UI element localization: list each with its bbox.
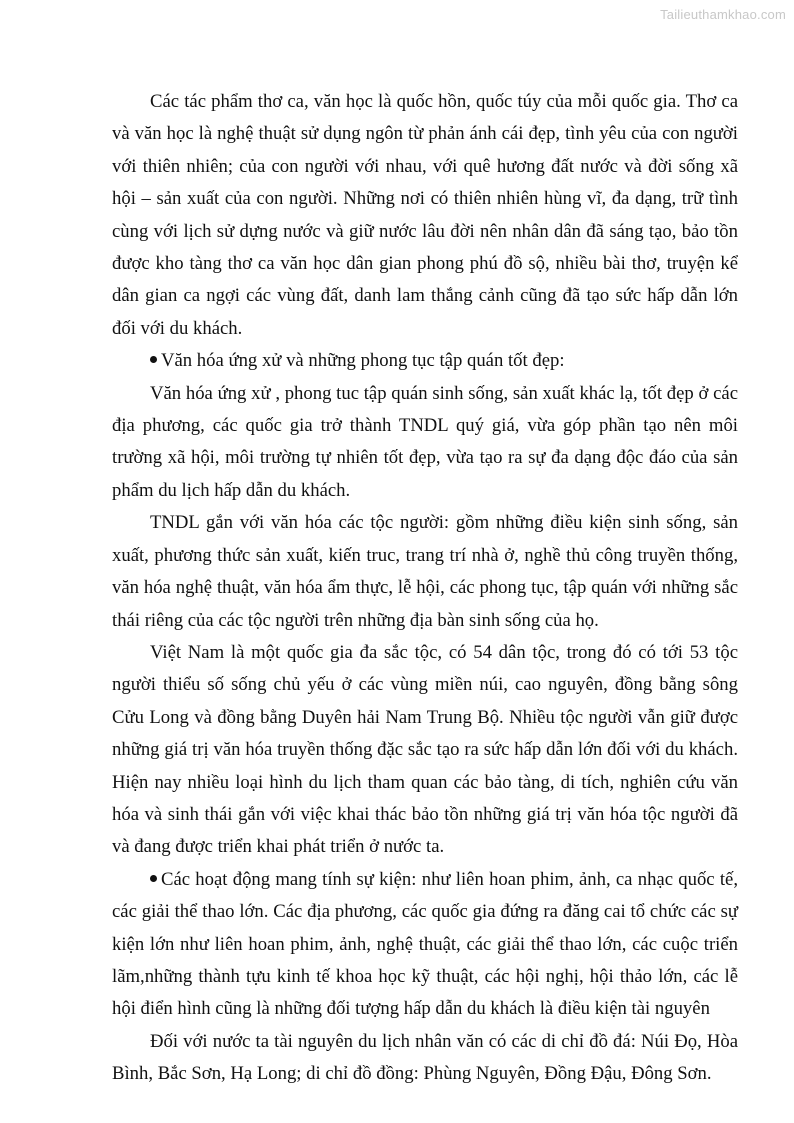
bullet-icon (150, 875, 157, 882)
bullet-paragraph-events (112, 864, 738, 1026)
bullet-heading-culture (112, 345, 738, 377)
document-body (112, 86, 738, 1091)
watermark: Tailieuthamkhao.com (660, 7, 786, 22)
bullet-text: Các hoạt động mang tính sự kiện: như liên hoan phim, ảnh, ca nhạc quốc tế, các giải thể thao lớn. Các địa phương, các quốc gia đứng ra đăng cai tổ chức các sự kiện lớn như liên hoan phim, ảnh, nghệ thuật, các giải thể thao lớn, các cuộc triển lãm,những thành tựu kinh tế khoa học kỹ thuật, các hội nghị, hội thảo lớn, các lễ hội điển hình cũng là những đối tượng hấp dẫn du khách là điều kiện tài nguyên (112, 868, 738, 1020)
paragraph-vietnam-ethnic: Việt Nam là một quốc gia đa sắc tộc, có 54 dân tộc, trong đó có tới 53 tộc người thiểu số sống chủ yếu ở các vùng miền núi, cao nguyên, đồng bằng sông Cửu Long và đồng bằng Duyên hải Nam Trung Bộ. Nhiều tộc người vẫn giữ được những giá trị văn hóa truyền thống đặc sắc tạo ra sức hấp dẫn lớn đối với du khách. Hiện nay nhiều loại hình du lịch tham quan các bảo tàng, di tích, nghiên cứu văn hóa và sinh thái gắn với việc khai thác bảo tồn những giá trị văn hóa tộc người đã và đang được triển khai phát triển ở nước ta. (112, 641, 738, 858)
paragraph-ethnic-culture: TNDL gắn với văn hóa các tộc người: gồm những điều kiện sinh sống, sản xuất, phương thức sản xuất, kiến truc, trang trí nhà ở, nghề thủ công truyền thống, văn hóa nghệ thuật, văn hóa ẩm thực, lễ hội, các phong tục, tập quán với những sắc thái riêng của các tộc người trên những địa bàn sinh sống của họ. (112, 512, 738, 631)
bullet-icon (150, 356, 157, 363)
paragraph-customs: Văn hóa ứng xử , phong tuc tập quán sinh sống, sản xuất khác lạ, tốt đẹp ở các địa phương, các quốc gia trở thành TNDL quý giá, vừa góp phần tạo nên môi trường xã hội, môi trường tự nhiên tốt đẹp, vừa tạo ra sự đa dạng độc đáo của sản phẩm du lịch hấp dẫn du khách. (112, 382, 738, 501)
paragraph-archaeology: Đối với nước ta tài nguyên du lịch nhân văn có các di chỉ đồ đá: Núi Đọ, Hòa Bình, Bắc Sơn, Hạ Long; di chỉ đồ đồng: Phùng Nguyên, Đồng Đậu, Đông Sơn. (112, 1030, 738, 1085)
paragraph-poetry-literature: Các tác phẩm thơ ca, văn học là quốc hồn, quốc túy của mỗi quốc gia. Thơ ca và văn học là nghệ thuật sử dụng ngôn từ phản ánh cái đẹp, tình yêu của con người với thiên nhiên; của con người với nhau, với quê hương đất nước và đời sống xã hội – sản xuất của con người. Những nơi có thiên nhiên hùng vĩ, đa dạng, trữ tình cùng với lịch sử dựng nước và giữ nước lâu đời nên nhân dân đã sáng tạo, bảo tồn được kho tàng thơ ca văn học dân gian phong phú đồ sộ, nhiều bài thơ, truyện kể dân gian ca ngợi các vùng đất, danh lam thắng cảnh cũng đã tạo sức hấp dẫn lớn đối với du khách. (112, 91, 738, 339)
bullet-text: Văn hóa ứng xử và những phong tục tập quán tốt đẹp: (161, 350, 565, 372)
